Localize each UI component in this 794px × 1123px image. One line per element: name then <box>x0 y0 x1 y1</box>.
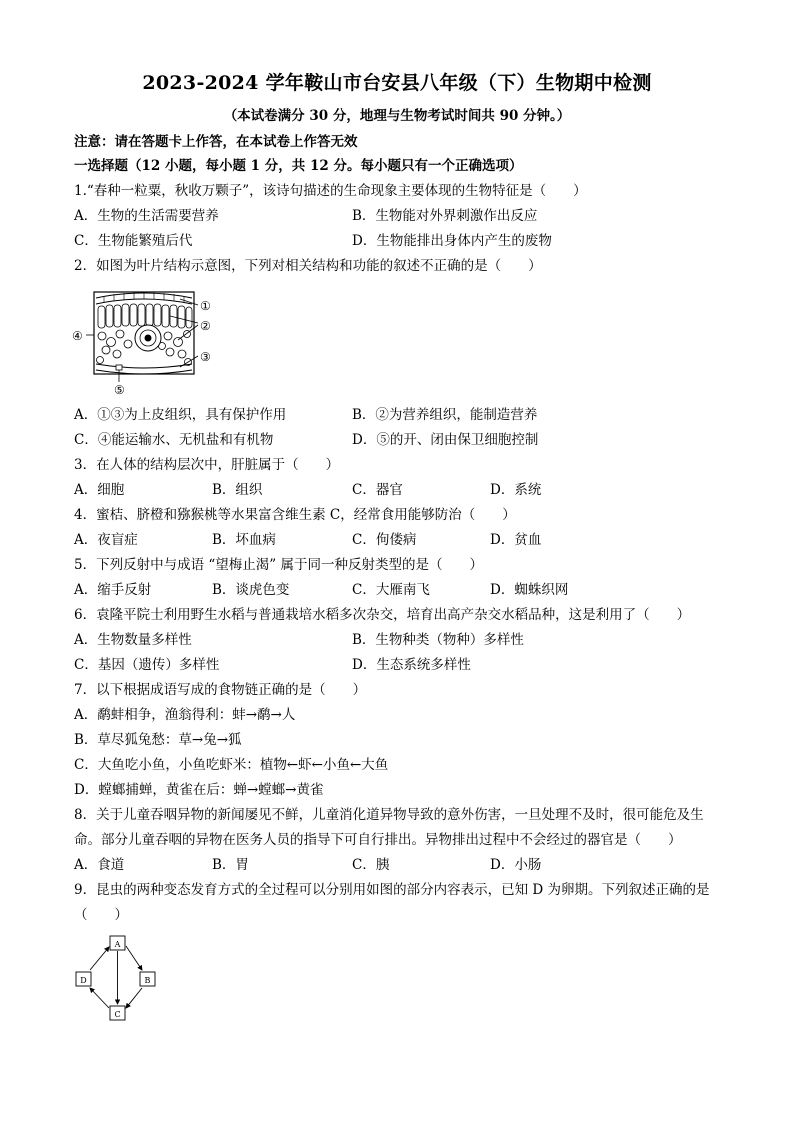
question-3-option-d[interactable]: D．系统 <box>490 482 542 498</box>
question-6-option-a[interactable]: A．生物数量多样性 <box>74 632 192 648</box>
question-5-option-b[interactable]: B．谈虎色变 <box>212 582 290 598</box>
question-5-stem: 5．下列反射中与成语 “望梅止渴” 属于同一种反射类型的是（ ） <box>74 557 483 573</box>
question-5-option-a[interactable]: A．缩手反射 <box>74 582 152 598</box>
stage-label-c: C <box>114 1010 121 1019</box>
exam-subtitle: （本试卷满分 30 分，地理与生物考试时间共 90 分钟。） <box>223 108 571 124</box>
question-4-option-b[interactable]: B．坏血病 <box>212 532 276 548</box>
notice: 注意：请在答题卡上作答，在本试卷上作答无效 <box>74 134 358 150</box>
leaf-label-2: ② <box>200 319 211 333</box>
leaf-structure-figure <box>70 286 230 398</box>
question-3-option-c[interactable]: C．器官 <box>352 482 403 498</box>
question-1-option-b[interactable]: B．生物能对外界刺激作出反应 <box>352 208 538 224</box>
question-4-option-a[interactable]: A．夜盲症 <box>74 532 138 548</box>
leaf-label-4: ④ <box>72 329 83 343</box>
stage-label-d: D <box>80 976 87 985</box>
question-6-stem: 6．袁隆平院士利用野生水稻与普通栽培水稻多次杂交，培育出高产杂交水稻品种，这是利用了（ ） <box>74 607 691 623</box>
question-8-option-c[interactable]: C．胰 <box>352 857 390 873</box>
question-1-option-a[interactable]: A．生物的生活需要营养 <box>74 208 219 224</box>
question-8-option-d[interactable]: D．小肠 <box>490 857 542 873</box>
question-7-option-c[interactable]: C．大鱼吃小鱼，小鱼吃虾米：植物←虾←小鱼←大鱼 <box>74 757 389 773</box>
question-7-option-d[interactable]: D．螳螂捕蝉，黄雀在后：蝉→螳螂→黄雀 <box>74 782 324 798</box>
question-8-option-a[interactable]: A．食道 <box>74 857 125 873</box>
page-title: 2023-2024 学年鞍山市台安县八年级（下）生物期中检测 <box>142 72 652 94</box>
question-2-option-c[interactable]: C．④能运输水、无机盐和有机物 <box>74 432 274 448</box>
question-4-stem: 4．蜜桔、脐橙和猕猴桃等水果富含维生素 C，经常食用能够防治（ ） <box>74 507 516 523</box>
question-2-option-a[interactable]: A．①③为上皮组织，具有保护作用 <box>74 407 287 423</box>
question-6-option-d[interactable]: D．生态系统多样性 <box>352 657 471 673</box>
stage-label-b: B <box>144 976 151 985</box>
question-5-option-c[interactable]: C．大雁南飞 <box>352 582 430 598</box>
stage-label-a: A <box>114 940 121 949</box>
section-heading: 一选择题（12 小题，每小题 1 分，共 12 分。每小题只有一个正确选项） <box>74 158 523 174</box>
question-2-stem: 2．如图为叶片结构示意图，下列对相关结构和功能的叙述不正确的是（ ） <box>74 258 542 274</box>
question-3-option-a[interactable]: A．细胞 <box>74 482 125 498</box>
insect-development-diagram <box>70 932 170 1024</box>
question-6-option-b[interactable]: B．生物种类（物种）多样性 <box>352 632 524 648</box>
question-4-option-c[interactable]: C．佝偻病 <box>352 532 417 548</box>
question-9-stem: 9．昆虫的两种变态发育方式的全过程可以分别用如图的部分内容表示，已知 D 为卵期。下列叙述正确的是（ ） <box>74 882 710 923</box>
question-4-option-d[interactable]: D．贫血 <box>490 532 542 548</box>
question-7-option-a[interactable]: A．鹬蚌相争，渔翁得利：蚌→鹬→人 <box>74 707 296 723</box>
question-8-stem: 8．关于儿童吞咽异物的新闻屡见不鲜，儿童消化道异物导致的意外伤害，一旦处理不及时，很可能危及生命。部分儿童吞咽的异物在医务人员的指导下可自行排出。异物排出过程中不会经过的器官是（ ） <box>74 807 704 848</box>
question-7-option-b[interactable]: B．草尽狐兔愁：草→兔→狐 <box>74 732 242 748</box>
question-7-stem: 7．以下根据成语写成的食物链正确的是（ ） <box>74 682 367 698</box>
question-5-option-d[interactable]: D．蜘蛛织网 <box>490 582 569 598</box>
question-1-option-c[interactable]: C．生物能繁殖后代 <box>74 233 193 249</box>
leaf-label-1: ① <box>200 299 211 313</box>
leaf-label-5: ⑤ <box>114 383 125 397</box>
question-1-stem: 1.“春种一粒粟，秋收万颗子”，该诗句描述的生命现象主要体现的生物特征是（ ） <box>74 183 587 199</box>
question-6-option-c[interactable]: C．基因（遗传）多样性 <box>74 657 220 673</box>
leaf-label-3: ③ <box>200 350 211 364</box>
question-3-stem: 3．在人体的结构层次中，肝脏属于（ ） <box>74 457 340 473</box>
question-8-option-b[interactable]: B．胃 <box>212 857 249 873</box>
question-2-option-d[interactable]: D．⑤的开、闭由保卫细胞控制 <box>352 432 539 448</box>
question-1-option-d[interactable]: D．生物能排出身体内产生的废物 <box>352 233 552 249</box>
question-3-option-b[interactable]: B．组织 <box>212 482 263 498</box>
question-2-option-b[interactable]: B．②为营养组织，能制造营养 <box>352 407 538 423</box>
